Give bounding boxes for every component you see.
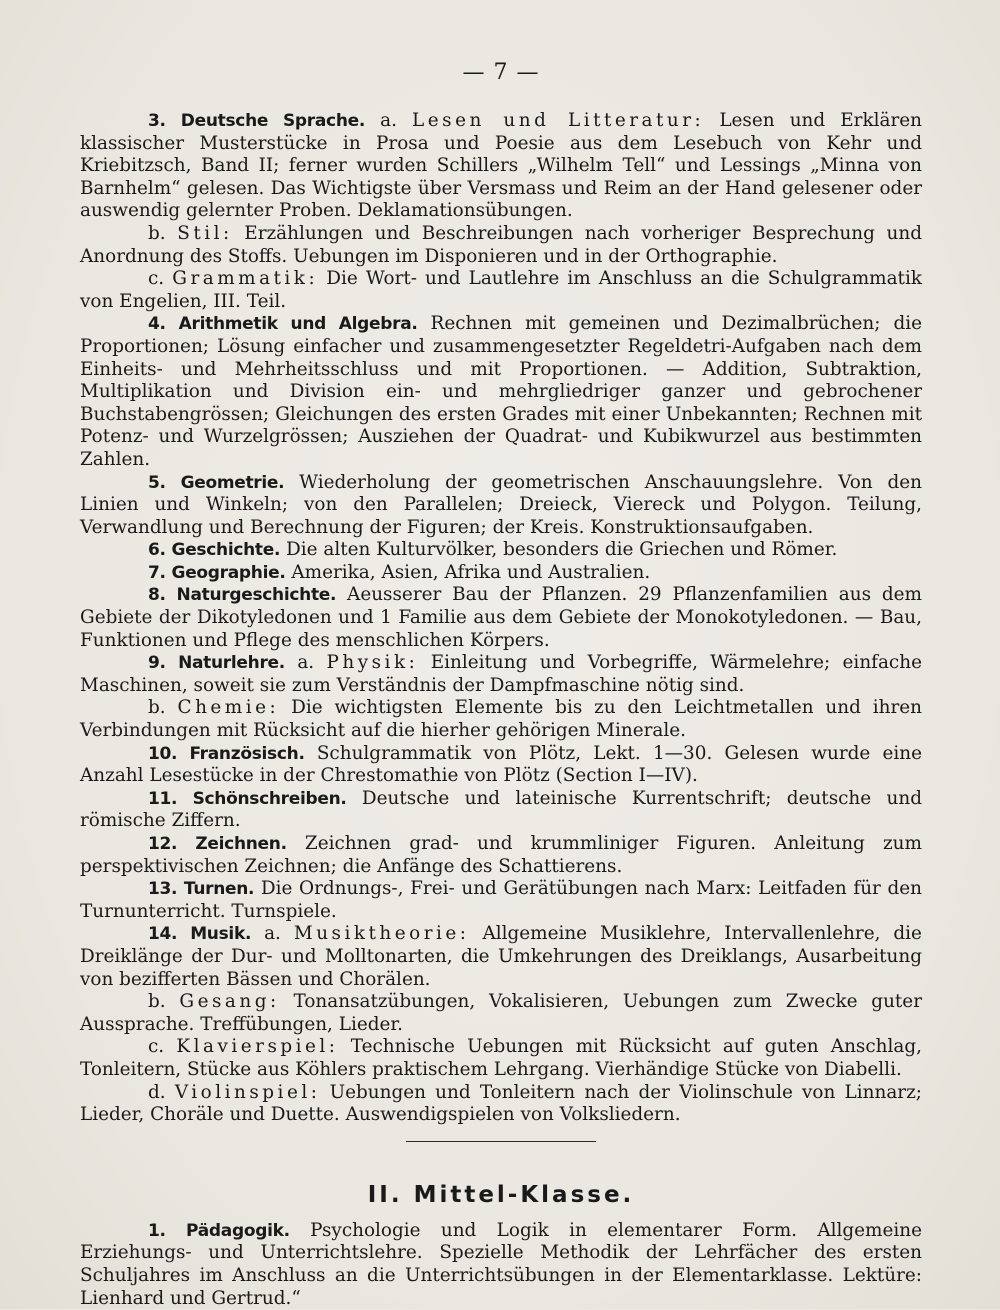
subject-entry: [80, 313, 922, 471]
subject-number: 9.: [148, 653, 166, 674]
subject-list: [80, 110, 922, 1127]
subject-heading: Geometrie.: [180, 472, 285, 493]
subject-entry: [80, 833, 922, 878]
subject-subentry: [80, 697, 922, 742]
subject-heading: Deutsche Sprache.: [180, 111, 366, 131]
subject-heading: Geographie.: [171, 562, 286, 583]
subentry-text: Die Wort- und Lautlehre im Anschluss an die Schulgrammatik von Engelien, III. Teil.: [80, 268, 922, 312]
subject-heading: Naturlehre.: [178, 653, 285, 674]
subject-text: Rechnen mit gemeinen und Dezimalbrüchen; die Proportionen; Lösung einfacher und zusammengesetzter Regeldetri-Aufgaben nach dem Einheits- und Mehrheitsschluss und mit Proportionen. — Addition, Subtraktion, Multiplikation und Division ein- und mehrgliedriger ganzer und gebrochener Buchstabengrössen; Gleichungen des ersten Grades mit einer Unbekannten; Rechnen mit Potenz- und Wurzelgrössen; Ausziehen der Quadrat- und Kubikwurzel aus bestimmten Zahlen.: [80, 313, 922, 470]
subject-heading: Naturgeschichte.: [176, 585, 337, 606]
subentry-topic: Gesang:: [179, 991, 280, 1013]
subentry-text: Lesen und Erklären klassischer Musterstücke in Prosa und Poesie aus dem Lesebuch von Kehr und Kriebitzsch, Band II; ferner wurden Schillers „Wilhelm Tell“ und Lessings „Minna von Barnhelm“ gelesen. Das Wichtigste über Versmass und Reim an der Hand gelesener oder auswendig gelernter Proben. Deklamationsübungen.: [80, 110, 922, 222]
subject-heading: Pädagogik.: [186, 1220, 290, 1241]
subject-text: Zeichnen grad- und krummliniger Figuren. Anleitung zum perspektivischen Zeichnen; die Anfänge des Schattierens.: [80, 833, 922, 877]
subentry-topic: Stil:: [177, 222, 233, 244]
subentry-topic: Grammatik:: [172, 268, 319, 290]
subject-entry: [80, 110, 922, 223]
subentry-label: b.: [148, 222, 166, 244]
subject-subentry: [80, 223, 922, 268]
subentry-text: Technische Uebungen mit Rücksicht auf guten Anschlag, Tonleitern, Stücke aus Köhlers praktischem Lehrgang. Vierhändige Stücke von Diabelli.: [80, 1036, 922, 1080]
subject-number: 7.: [148, 562, 166, 583]
subentry-label: c.: [148, 268, 165, 290]
subject-entry: [80, 923, 922, 991]
subject-entry: [80, 743, 922, 788]
subentry-topic: Klavierspiel:: [176, 1036, 339, 1058]
subject-text: Deutsche und lateinische Kurrentschrift; deutsche und römische Ziffern.: [80, 787, 922, 832]
subject-heading: Musik.: [190, 924, 252, 945]
subject-subentry: [80, 991, 922, 1036]
subject-entry: [80, 472, 922, 540]
subject-text: Wiederholung der geometrischen Anschauungslehre. Von den Linien und Winkeln; von den Parallelen; Dreieck, Viereck und Polygon. Teilung, Verwandlung und Berechnung der Figuren; der Kreis. Konstruktionsaufgaben.: [80, 471, 922, 538]
subentry-label: a.: [380, 110, 397, 131]
subject-subentry: [80, 1082, 922, 1127]
subject-heading: Zeichnen.: [195, 834, 287, 854]
subentry-topic: Chemie:: [177, 697, 280, 719]
subentry-topic: Lesen und Litteratur:: [412, 110, 705, 131]
subentry-text: Die wichtigsten Elemente bis zu den Leichtmetallen und ihren Verbindungen mit Rücksicht auf die hierher gehörigen Minerale.: [80, 697, 922, 742]
subentry-label: b.: [148, 697, 166, 719]
subject-text: Psychologie und Logik in elementarer Form. Allgemeine Erziehungs- und Unterrichtslehre. Spezielle Methodik der Lehrfächer des ersten Schuljahres im Anschluss an die Unterrichtsübungen in der Elementarklasse. Lektüre: Lienhard und Gertrud.“: [80, 1219, 922, 1309]
subject-entry: [80, 788, 922, 833]
section-divider: [406, 1141, 596, 1142]
section-heading: II. Mittel-Klasse.: [367, 1181, 635, 1208]
subject-entry: [80, 584, 922, 652]
subject-subentry: [80, 268, 922, 313]
subject-entry: [80, 1220, 922, 1310]
subentry-text: Erzählungen und Beschreibungen nach vorheriger Besprechung und Anordnung des Stoffs. Uebungen im Disponieren und in der Orthographie.: [80, 222, 922, 267]
subject-number: 14.: [148, 924, 178, 945]
subject-number: 10.: [148, 743, 178, 764]
subject-text: Aeusserer Bau der Pflanzen. 29 Pflanzenfamilien aus dem Gebiete der Dikotyledonen und 1 Familie aus dem Gebiete der Monokotyledonen. — Bau, Funktionen und Pflege des menschlichen Körpers.: [80, 584, 922, 651]
subentry-label: c.: [148, 1036, 165, 1058]
subject-entry: [80, 878, 922, 923]
subentry-text: Einleitung und Vorbegriffe, Wärmelehre; einfache Maschinen, soweit sie zum Verständnis der Dampfmaschine nötig sind.: [80, 652, 922, 696]
subject-heading: Französisch.: [189, 743, 305, 764]
subject-number: 3.: [148, 111, 166, 131]
subject-heading: Arithmetik und Algebra.: [178, 314, 418, 335]
page-number: — 7 —: [462, 60, 540, 85]
subject-number: 1.: [148, 1220, 166, 1241]
subject-entry: [80, 652, 922, 697]
subentry-text: Allgemeine Musiklehre, Intervallenlehre, die Dreiklänge der Dur- und Molltonarten, die Umkehrungen des Dreiklangs, Ausarbeitung von bezifferten Bässen und Chorälen.: [80, 923, 922, 990]
subject-heading: Schönschreiben.: [192, 788, 347, 809]
subject-heading: Geschichte.: [171, 540, 281, 561]
subject-number: 6.: [148, 540, 166, 561]
subentry-topic: Physik:: [326, 652, 419, 674]
subject-number: 8.: [148, 585, 166, 606]
subentry-text: Tonansatzübungen, Vokalisieren, Uebungen zum Zwecke guter Aussprache. Treffübungen, Lieder.: [80, 991, 922, 1035]
subject-text: Schulgrammatik von Plötz, Lekt. 1—30. Gelesen wurde eine Anzahl Lesestücke in der Chrestomathie von Plötz (Section I—IV).: [80, 742, 922, 787]
subject-text: Amerika, Asien, Afrika und Australien.: [291, 561, 651, 583]
subject-entry: [80, 539, 922, 562]
subentry-label: b.: [148, 991, 166, 1013]
subentry-topic: Violinspiel:: [174, 1081, 321, 1103]
subject-heading: Turnen.: [183, 879, 255, 900]
subject-number: 12.: [148, 834, 178, 854]
subject-number: 4.: [148, 314, 166, 335]
subentry-text: Uebungen und Tonleitern nach der Violinschule von Linnarz; Lieder, Choräle und Duette. Auswendigspielen von Volksliedern.: [80, 1081, 922, 1126]
subject-number: 5.: [148, 472, 166, 493]
subject-text: Die Ordnungs-, Frei- und Gerätübungen nach Marx: Leitfaden für den Turnunterricht. Turnspiele.: [80, 878, 922, 922]
subject-entry: [80, 562, 922, 585]
subentry-topic: Musiktheorie:: [293, 923, 470, 945]
subentry-label: a.: [297, 652, 315, 674]
subentry-label: a.: [264, 923, 281, 945]
subject-number: 11.: [148, 788, 178, 809]
subentry-label: d.: [148, 1081, 166, 1103]
subject-subentry: [80, 1036, 922, 1081]
subject-number: 13.: [148, 879, 178, 900]
subject-text: Die alten Kulturvölker, besonders die Griechen und Römer.: [286, 539, 838, 561]
section-subject-list: [80, 1220, 922, 1310]
